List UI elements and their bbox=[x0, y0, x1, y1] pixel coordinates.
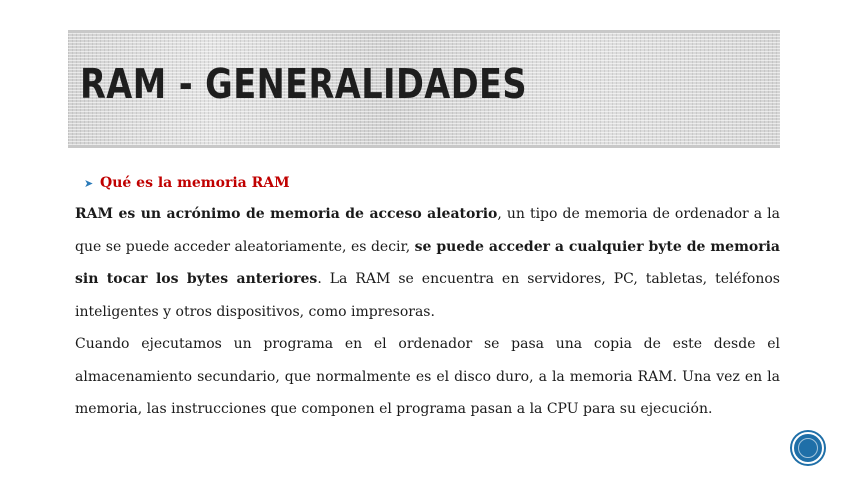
subheading-text: Qué es la memoria RAM bbox=[100, 175, 290, 191]
title-banner bbox=[68, 30, 780, 148]
paragraph-2: Cuando ejecutamos un programa en el ordenador se pasa una copia de este desde el almacenamiento secundario, que normalmente es el disco duro, a la memoria RAM. Una vez en la memoria, las instrucciones que componen el programa pasan a la CPU para su ejecución. bbox=[75, 336, 780, 417]
slide-title: RAM - GENERALIDADES bbox=[80, 60, 528, 108]
paragraph-1-bold-2: se puede acceder a cualquier byte de memoria sin tocar los bytes anteriores bbox=[75, 238, 780, 287]
navigation-circle-inner bbox=[798, 438, 818, 458]
paragraph-1-bold-1: RAM es un acrónimo de memoria de acceso aleatorio bbox=[75, 206, 498, 222]
paragraph-1-text-2: . La RAM se encuentra en servidores, PC, tabletas, teléfonos inteligentes y otros dispositivos, como impresoras. bbox=[75, 271, 780, 320]
navigation-circle-icon[interactable] bbox=[792, 432, 824, 464]
body-text bbox=[75, 198, 780, 426]
subheading bbox=[84, 175, 290, 191]
paragraph-1 bbox=[75, 198, 780, 328]
arrow-bullet-icon: ➤ bbox=[84, 177, 94, 190]
paragraph-1-text-1: , un tipo de memoria de ordenador a la que se puede acceder aleatoriamente, es decir, bbox=[75, 206, 781, 255]
